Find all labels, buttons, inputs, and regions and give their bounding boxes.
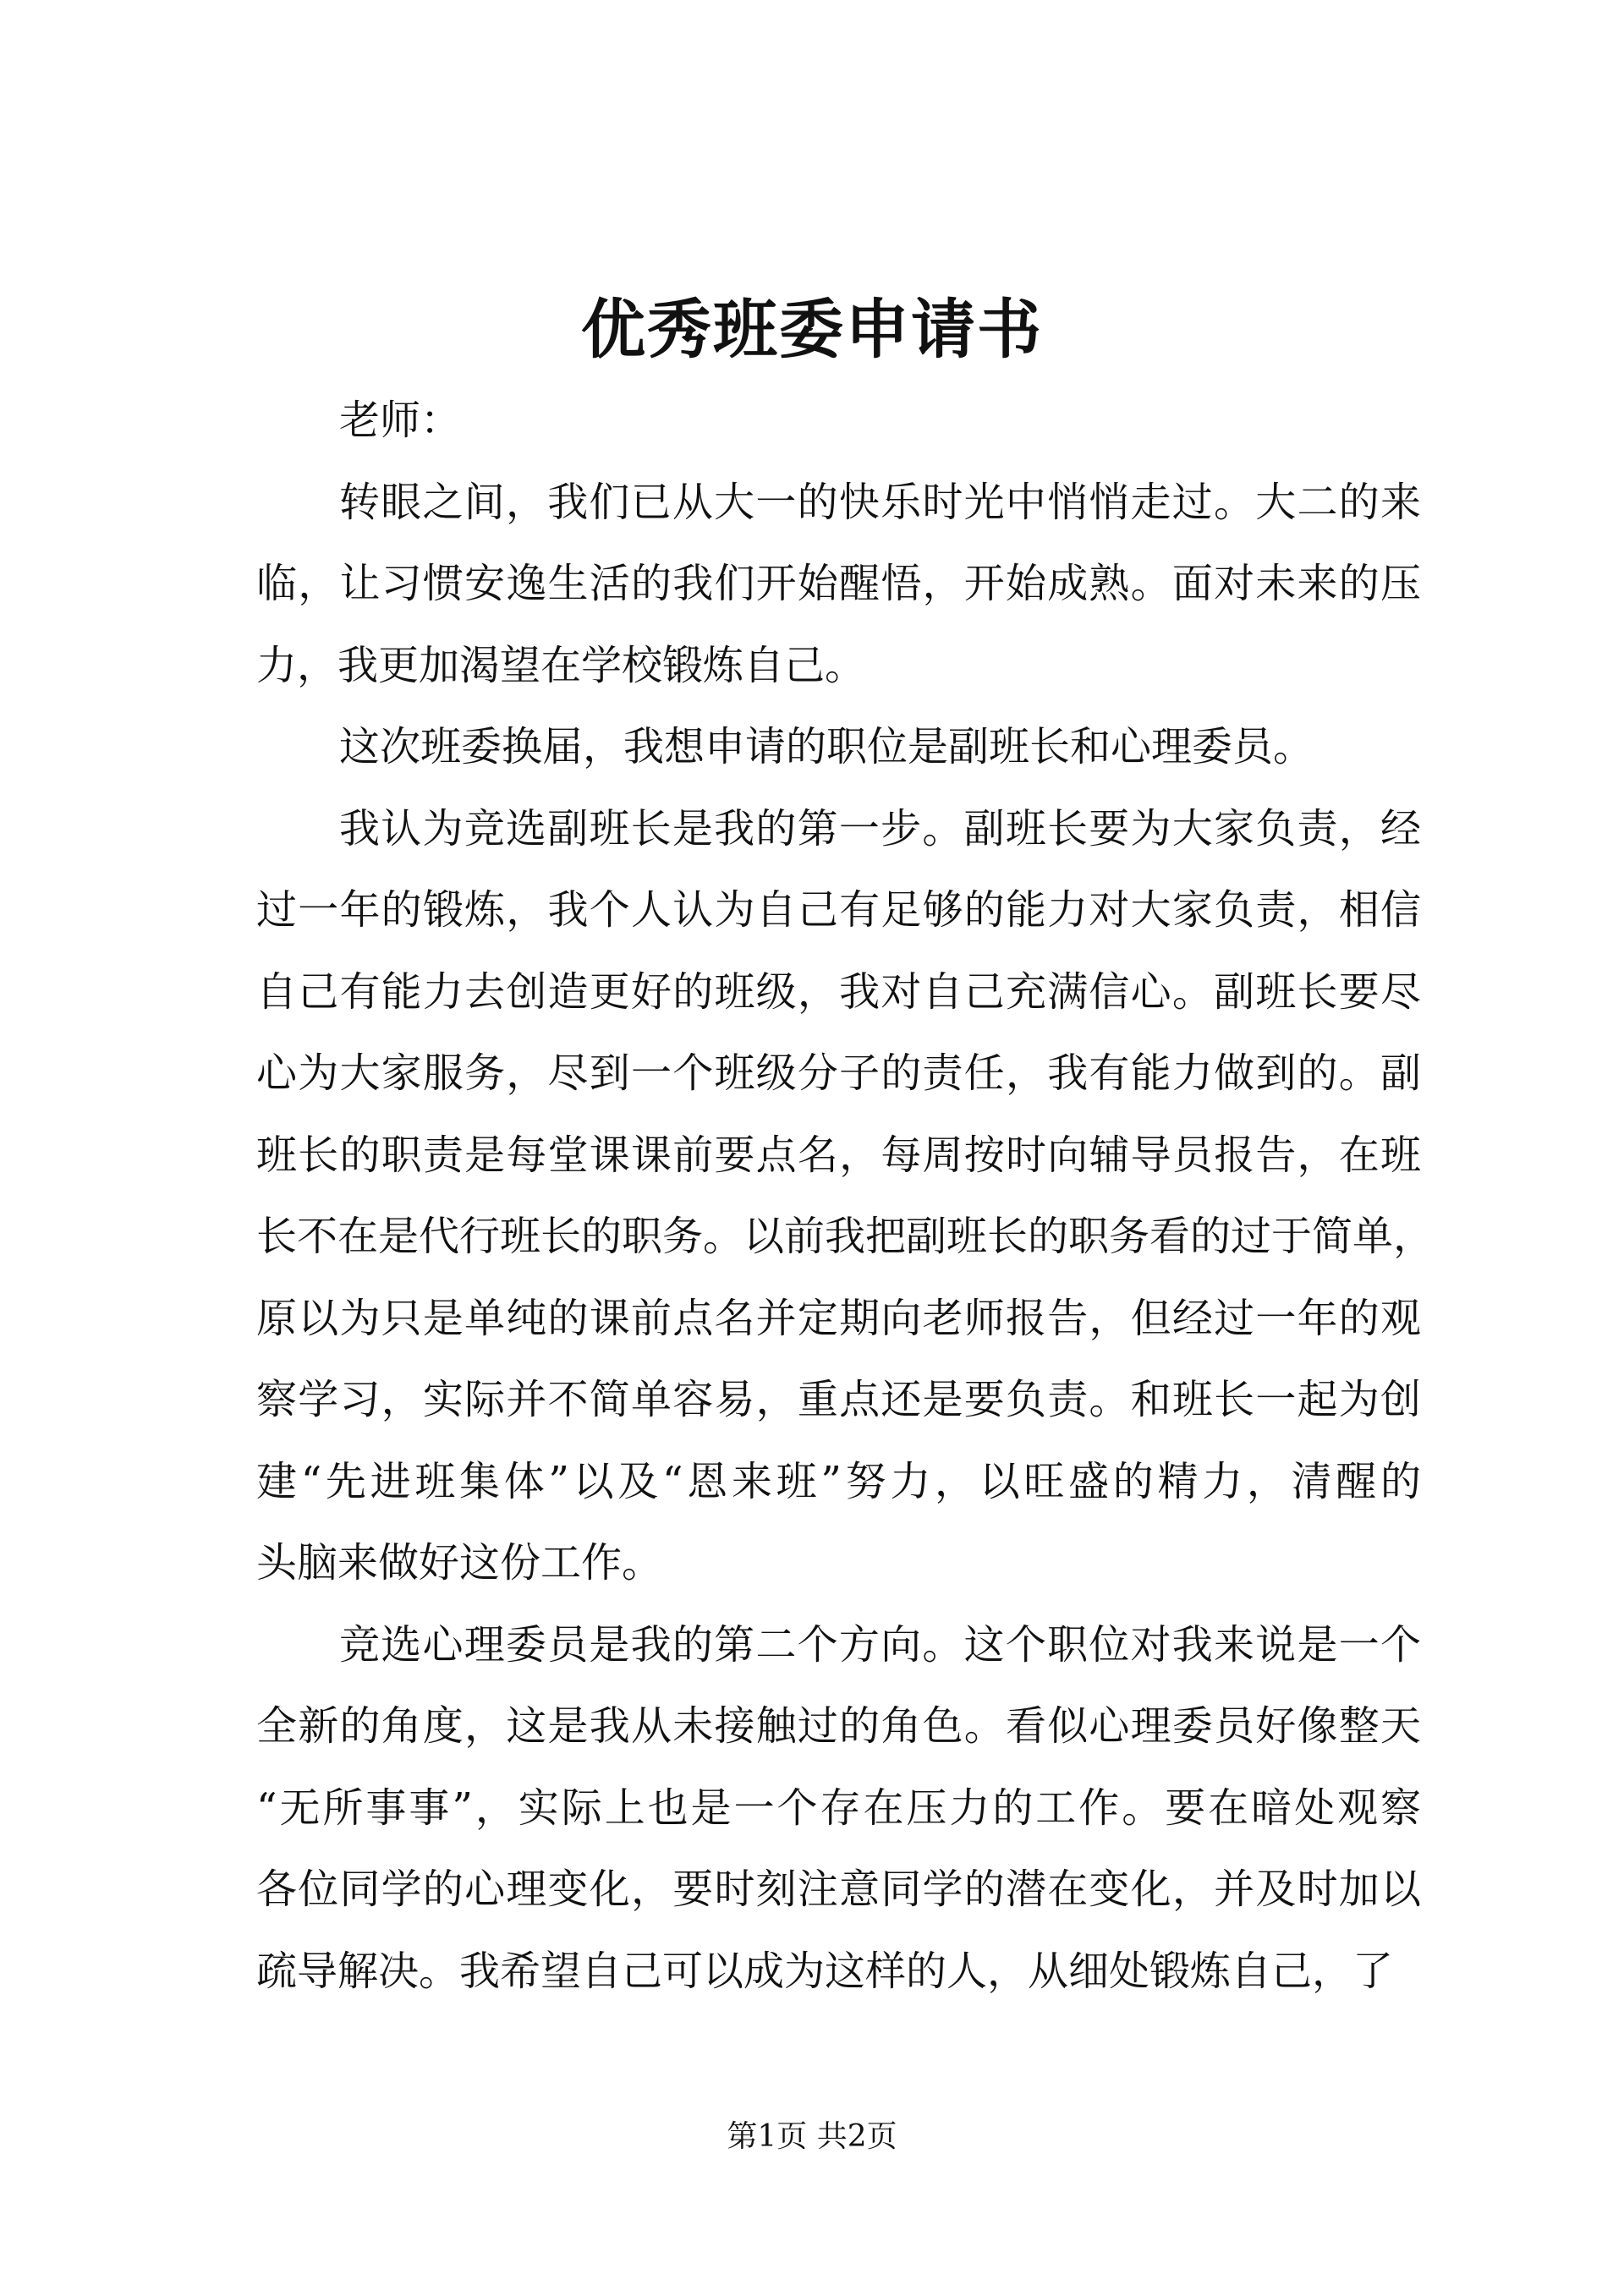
paragraph-line: 竞选心理委员是我的第二个方向。这个职位对我来说是一个 (339, 1620, 1421, 1669)
paragraph (256, 788, 1435, 1604)
paragraph-line: 各位同学的心理变化，要时刻注意同学的潜在变化，并及时加以 (256, 1866, 1421, 1913)
paragraph-line: 班长的职责是每堂课课前要点名，每周按时向辅导员报告，在班 (256, 1131, 1421, 1179)
document-title: 优秀班委申请书 (581, 292, 1043, 367)
paragraph-line: 临，让习惯安逸生活的我们开始醒悟，开始成熟。面对未来的压 (256, 560, 1421, 607)
paragraph-line: 过一年的锻炼，我个人认为自己有足够的能力对大家负责，相信 (256, 886, 1421, 934)
paragraph (256, 706, 1421, 788)
paragraph-line: 察学习，实际并不简单容易，重点还是要负责。和班长一起为创 (256, 1376, 1421, 1423)
paragraph-line: 转眼之间，我们已从大一的快乐时光中悄悄走过。大二的来 (339, 478, 1421, 526)
paragraph-line: 这次班委换届，我想申请的职位是副班长和心理委员。 (339, 723, 1314, 770)
paragraph-line: 我认为竞选副班长是我的第一步。副班长要为大家负责，经 (339, 804, 1421, 852)
paragraph-line: 原以为只是单纯的课前点名并定期向老师报告，但经过一年的观 (256, 1294, 1421, 1342)
paragraph-line: 力，我更加渴望在学校锻炼自己。 (256, 641, 866, 689)
paragraph (256, 1604, 1421, 2013)
paragraph-line: 头脑来做好这份工作。 (256, 1539, 663, 1586)
paragraph-line: 全新的角度，这是我从未接触过的角色。看似心理委员好像整天 (256, 1702, 1421, 1750)
paragraph-line: 建“先进班集体”以及“恩来班”努力，以旺盛的精力，清醒的 (256, 1457, 1421, 1505)
paragraph (256, 462, 1421, 707)
paragraph-line: 疏导解决。我希望自己可以成为这样的人，从细处锻炼自己，了 (256, 1947, 1394, 1995)
paragraph-line: “无所事事”，实际上也是一个存在压力的工作。要在暗处观察 (256, 1784, 1421, 1832)
page-footer: 第1页 共2页 (727, 2119, 897, 2154)
salutation: 老师： (339, 397, 462, 444)
paragraph-line: 心为大家服务，尽到一个班级分子的责任，我有能力做到的。副 (256, 1049, 1421, 1097)
paragraph-line: 长不在是代行班长的职务。以前我把副班长的职务看的过于简单， (256, 1213, 1435, 1260)
paragraph-line: 自己有能力去创造更好的班级，我对自己充满信心。副班长要尽 (256, 967, 1421, 1016)
document-body (256, 380, 1435, 2012)
